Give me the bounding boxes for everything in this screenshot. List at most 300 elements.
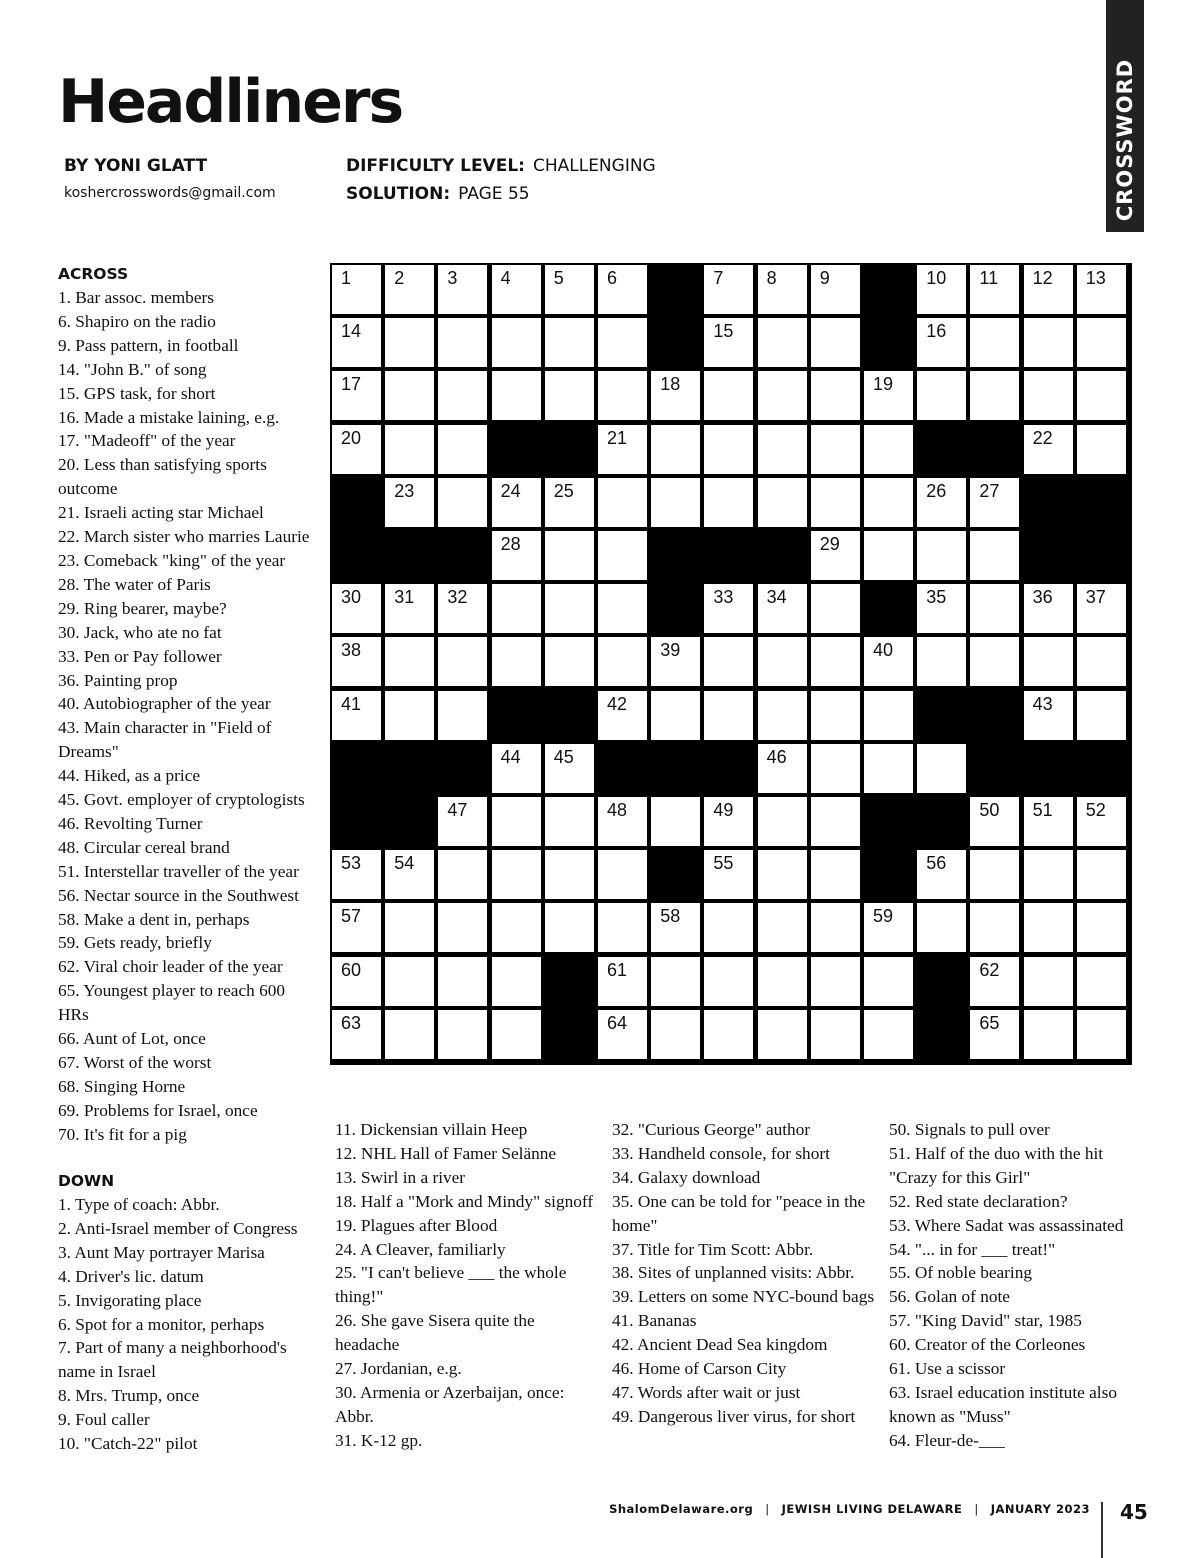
grid-cell[interactable] — [545, 797, 594, 846]
grid-cell[interactable] — [758, 691, 807, 740]
grid-cell[interactable] — [332, 957, 381, 1006]
grid-cell[interactable] — [438, 637, 487, 686]
cell-number: 3 — [447, 268, 458, 288]
grid-cell[interactable] — [864, 744, 913, 793]
clue-item: 1. Type of coach: Abbr. — [58, 1195, 220, 1214]
grid-cell[interactable] — [651, 903, 700, 952]
grid-cell[interactable] — [545, 637, 594, 686]
grid-cell[interactable] — [1024, 584, 1073, 633]
clue-item: 45. Govt. employer of cryptologists — [58, 790, 305, 810]
difficulty-label: DIFFICULTY LEVEL: — [346, 156, 525, 176]
grid-cell[interactable] — [385, 318, 434, 367]
down-clue-list-4 — [889, 1118, 1144, 1453]
across-clue-list — [58, 286, 316, 1147]
grid-cell[interactable] — [385, 957, 434, 1006]
grid-cell[interactable] — [651, 957, 700, 1006]
clue-item: 52. Red state declaration? — [889, 1191, 1068, 1211]
grid-cell[interactable] — [545, 478, 594, 527]
grid-cell[interactable] — [864, 637, 913, 686]
cell-number: 57 — [341, 906, 362, 927]
clue-item: 62. Viral choir leader of the year — [58, 957, 283, 977]
grid-block — [864, 850, 913, 899]
grid-cell[interactable] — [864, 371, 913, 420]
grid-block — [545, 425, 594, 474]
down-header: DOWN — [58, 1172, 115, 1190]
grid-cell[interactable] — [332, 637, 381, 686]
grid-cell[interactable] — [811, 691, 860, 740]
grid-cell[interactable] — [758, 1010, 807, 1059]
grid-block — [1077, 744, 1126, 793]
cell-number: 49 — [713, 800, 734, 820]
grid-cell[interactable] — [651, 797, 700, 846]
grid-block — [385, 531, 434, 580]
grid-block — [917, 797, 966, 846]
grid-cell[interactable] — [385, 371, 434, 420]
grid-cell[interactable] — [492, 478, 541, 527]
grid-cell[interactable] — [598, 371, 647, 420]
cell-number: 47 — [447, 800, 468, 820]
grid-block — [917, 1010, 966, 1059]
grid-cell[interactable] — [811, 318, 860, 367]
clue-item: 26. She gave Sisera quite the headache — [335, 1311, 535, 1355]
grid-cell[interactable] — [651, 1010, 700, 1059]
cell-number: 63 — [341, 1012, 362, 1033]
grid-cell[interactable] — [1024, 371, 1073, 420]
grid-cell[interactable] — [704, 478, 753, 527]
clue-item: 43. Main character in "Field of Dreams" — [58, 718, 272, 762]
grid-cell[interactable] — [492, 531, 541, 580]
grid-cell[interactable] — [917, 371, 966, 420]
grid-cell[interactable] — [651, 691, 700, 740]
grid-cell[interactable] — [1077, 371, 1126, 420]
grid-cell[interactable] — [758, 637, 807, 686]
grid-block — [332, 797, 381, 846]
grid-cell[interactable] — [598, 797, 647, 846]
grid-cell[interactable] — [811, 478, 860, 527]
cell-number: 1 — [341, 268, 352, 288]
clue-item: 38. Sites of unplanned visits: Abbr. — [612, 1263, 855, 1283]
grid-cell[interactable] — [970, 265, 1019, 314]
cell-number: 19 — [873, 374, 894, 395]
grid-block — [651, 850, 700, 899]
cell-number: 64 — [607, 1012, 628, 1033]
clue-item: 54. "... in for ___ treat!" — [889, 1239, 1056, 1259]
clue-item: 69. Problems for Israel, once — [58, 1100, 258, 1120]
grid-cell[interactable] — [492, 797, 541, 846]
grid-cell[interactable] — [545, 531, 594, 580]
cell-number: 44 — [500, 746, 521, 767]
grid-cell[interactable] — [332, 318, 381, 367]
grid-cell[interactable] — [917, 637, 966, 686]
grid-cell[interactable] — [811, 850, 860, 899]
clue-item: 29. Ring bearer, maybe? — [58, 598, 227, 618]
clue-item: 1. Bar assoc. members — [58, 288, 214, 307]
grid-cell[interactable] — [1077, 691, 1126, 740]
clue-item: 10. "Catch-22" pilot — [58, 1434, 198, 1454]
grid-cell[interactable] — [704, 691, 753, 740]
grid-cell[interactable] — [598, 265, 647, 314]
grid-cell[interactable] — [438, 903, 487, 952]
grid-cell[interactable] — [864, 531, 913, 580]
grid-cell[interactable] — [598, 1010, 647, 1059]
cell-number: 58 — [660, 906, 681, 927]
clue-item: 12. NHL Hall of Famer Selänne — [335, 1143, 557, 1163]
grid-cell[interactable] — [704, 318, 753, 367]
grid-cell[interactable] — [332, 265, 381, 314]
cell-number: 2 — [394, 268, 405, 288]
grid-cell[interactable] — [438, 691, 487, 740]
grid-cell[interactable] — [758, 797, 807, 846]
grid-cell[interactable] — [704, 584, 753, 633]
cell-number: 24 — [500, 480, 521, 501]
grid-cell[interactable] — [598, 691, 647, 740]
grid-cell[interactable] — [438, 850, 487, 899]
clue-item: 35. One can be told for "peace in the home" — [612, 1191, 866, 1235]
clue-item: 13. Swirl in a river — [335, 1167, 466, 1187]
grid-cell[interactable] — [545, 318, 594, 367]
grid-block — [545, 957, 594, 1006]
grid-cell[interactable] — [438, 425, 487, 474]
grid-cell[interactable] — [758, 850, 807, 899]
grid-cell[interactable] — [651, 637, 700, 686]
grid-cell[interactable] — [492, 371, 541, 420]
grid-cell[interactable] — [438, 318, 487, 367]
clue-item: 41. Bananas — [612, 1311, 697, 1331]
clue-item: 46. Revolting Turner — [58, 813, 203, 833]
grid-cell[interactable] — [598, 531, 647, 580]
grid-cell[interactable] — [1077, 1010, 1126, 1059]
solution-label: SOLUTION: — [346, 184, 451, 204]
grid-cell[interactable] — [1077, 265, 1126, 314]
grid-cell[interactable] — [704, 1010, 753, 1059]
grid-block — [651, 584, 700, 633]
cell-number: 22 — [1032, 427, 1053, 448]
grid-cell[interactable] — [332, 425, 381, 474]
clue-item: 4. Driver's lic. datum — [58, 1266, 204, 1286]
cell-number: 39 — [660, 640, 681, 661]
grid-cell[interactable] — [1024, 957, 1073, 1006]
grid-cell[interactable] — [970, 584, 1019, 633]
grid-cell[interactable] — [438, 265, 487, 314]
grid-cell[interactable] — [385, 1010, 434, 1059]
grid-block — [970, 425, 1019, 474]
grid-cell[interactable] — [811, 371, 860, 420]
grid-cell[interactable] — [1077, 425, 1126, 474]
clue-item: 28. The water of Paris — [58, 574, 211, 594]
grid-cell[interactable] — [332, 371, 381, 420]
grid-cell[interactable] — [1077, 850, 1126, 899]
grid-cell[interactable] — [332, 691, 381, 740]
grid-cell[interactable] — [545, 850, 594, 899]
grid-cell[interactable] — [704, 265, 753, 314]
difficulty-value: CHALLENGING — [532, 156, 656, 176]
grid-cell[interactable] — [970, 531, 1019, 580]
grid-cell[interactable] — [758, 957, 807, 1006]
grid-block — [1077, 531, 1126, 580]
author-byline: BY YONI GLATT — [64, 156, 208, 176]
grid-cell[interactable] — [864, 425, 913, 474]
grid-cell[interactable] — [917, 265, 966, 314]
clue-item: 42. Ancient Dead Sea kingdom — [612, 1335, 828, 1355]
clue-item: 59. Gets ready, briefly — [58, 933, 212, 953]
clue-item: 70. It's fit for a pig — [58, 1124, 187, 1144]
grid-cell[interactable] — [758, 584, 807, 633]
grid-cell[interactable] — [492, 584, 541, 633]
grid-cell[interactable] — [385, 637, 434, 686]
cell-number: 55 — [713, 853, 734, 874]
grid-cell[interactable] — [758, 265, 807, 314]
grid-cell[interactable] — [1077, 584, 1126, 633]
clue-item: 61. Use a scissor — [889, 1359, 1006, 1379]
grid-cell[interactable] — [598, 957, 647, 1006]
grid-cell[interactable] — [864, 478, 913, 527]
grid-cell[interactable] — [1024, 265, 1073, 314]
clue-item: 56. Nectar source in the Southwest — [58, 885, 299, 905]
cell-number: 32 — [447, 587, 468, 608]
grid-cell[interactable] — [917, 584, 966, 633]
grid-cell[interactable] — [1024, 425, 1073, 474]
clue-item: 20. Less than satisfying sports outcome — [58, 455, 267, 499]
solution-line — [346, 184, 530, 204]
grid-cell[interactable] — [385, 265, 434, 314]
grid-cell[interactable] — [332, 584, 381, 633]
grid-cell[interactable] — [917, 744, 966, 793]
clue-item: 11. Dickensian villain Heep — [335, 1120, 528, 1139]
grid-cell[interactable] — [598, 903, 647, 952]
grid-cell[interactable] — [970, 1010, 1019, 1059]
grid-cell[interactable] — [332, 850, 381, 899]
cell-number: 30 — [341, 587, 362, 608]
grid-cell[interactable] — [1024, 691, 1073, 740]
cell-number: 7 — [713, 268, 724, 288]
cell-number: 33 — [713, 587, 734, 608]
grid-block — [1024, 531, 1073, 580]
grid-cell[interactable] — [758, 371, 807, 420]
grid-cell[interactable] — [758, 318, 807, 367]
grid-cell[interactable] — [1024, 318, 1073, 367]
cell-number: 41 — [341, 693, 362, 714]
grid-cell[interactable] — [864, 1010, 913, 1059]
grid-cell[interactable] — [704, 903, 753, 952]
grid-cell[interactable] — [438, 371, 487, 420]
grid-cell[interactable] — [970, 318, 1019, 367]
grid-cell[interactable] — [917, 903, 966, 952]
cell-number: 6 — [607, 268, 618, 288]
grid-cell[interactable] — [1077, 903, 1126, 952]
clue-item: 57. "King David" star, 1985 — [889, 1311, 1082, 1331]
grid-cell[interactable] — [598, 425, 647, 474]
grid-cell[interactable] — [758, 903, 807, 952]
grid-cell[interactable] — [811, 637, 860, 686]
grid-cell[interactable] — [492, 265, 541, 314]
grid-cell[interactable] — [492, 957, 541, 1006]
grid-cell[interactable] — [545, 744, 594, 793]
grid-cell[interactable] — [438, 584, 487, 633]
grid-cell[interactable] — [1024, 797, 1073, 846]
grid-cell[interactable] — [704, 637, 753, 686]
clue-item: 65. Youngest player to reach 600 HRs — [58, 981, 286, 1025]
grid-cell[interactable] — [970, 957, 1019, 1006]
grid-cell[interactable] — [864, 903, 913, 952]
grid-cell[interactable] — [704, 797, 753, 846]
grid-cell[interactable] — [1024, 903, 1073, 952]
grid-cell[interactable] — [385, 903, 434, 952]
footer-separator: | — [765, 1502, 770, 1516]
grid-cell[interactable] — [438, 1010, 487, 1059]
grid-cell[interactable] — [1077, 637, 1126, 686]
grid-cell[interactable] — [970, 850, 1019, 899]
grid-cell[interactable] — [385, 584, 434, 633]
grid-cell[interactable] — [811, 1010, 860, 1059]
grid-cell[interactable] — [598, 318, 647, 367]
grid-cell[interactable] — [970, 371, 1019, 420]
grid-block — [545, 691, 594, 740]
clue-item: 8. Mrs. Trump, once — [58, 1386, 200, 1406]
grid-cell[interactable] — [545, 584, 594, 633]
grid-cell[interactable] — [970, 797, 1019, 846]
page-footer — [0, 1502, 1090, 1516]
grid-cell[interactable] — [332, 903, 381, 952]
grid-cell[interactable] — [811, 531, 860, 580]
grid-cell[interactable] — [864, 691, 913, 740]
grid-cell[interactable] — [758, 744, 807, 793]
cell-number: 31 — [394, 587, 415, 608]
grid-cell[interactable] — [1077, 797, 1126, 846]
grid-cell[interactable] — [704, 850, 753, 899]
grid-block — [864, 797, 913, 846]
clue-item: 47. Words after wait or just — [612, 1382, 801, 1402]
cell-number: 65 — [979, 1012, 1000, 1033]
clue-item: 60. Creator of the Corleones — [889, 1335, 1086, 1355]
grid-cell[interactable] — [332, 1010, 381, 1059]
clue-item: 40. Autobiographer of the year — [58, 694, 271, 714]
grid-block — [1024, 478, 1073, 527]
grid-cell[interactable] — [970, 637, 1019, 686]
grid-cell[interactable] — [811, 957, 860, 1006]
grid-cell[interactable] — [492, 744, 541, 793]
grid-cell[interactable] — [704, 425, 753, 474]
grid-cell[interactable] — [438, 797, 487, 846]
clue-item: 44. Hiked, as a price — [58, 766, 201, 786]
grid-block — [492, 691, 541, 740]
grid-cell[interactable] — [438, 478, 487, 527]
grid-block — [864, 265, 913, 314]
grid-cell[interactable] — [598, 584, 647, 633]
grid-block — [1077, 478, 1126, 527]
cell-number: 59 — [873, 906, 894, 927]
grid-cell[interactable] — [970, 478, 1019, 527]
clue-item: 30. Armenia or Azerbaijan, once: Abbr. — [335, 1382, 565, 1426]
grid-cell[interactable] — [598, 850, 647, 899]
clue-item: 22. March sister who marries Laurie — [58, 527, 310, 547]
grid-cell[interactable] — [385, 850, 434, 899]
grid-cell[interactable] — [811, 425, 860, 474]
grid-cell[interactable] — [385, 691, 434, 740]
grid-cell[interactable] — [811, 584, 860, 633]
grid-cell[interactable] — [1077, 318, 1126, 367]
grid-cell[interactable] — [651, 371, 700, 420]
cell-number: 26 — [926, 480, 947, 501]
grid-cell[interactable] — [864, 957, 913, 1006]
cell-number: 36 — [1032, 587, 1053, 608]
grid-cell[interactable] — [492, 1010, 541, 1059]
grid-block — [438, 744, 487, 793]
clue-item: 27. Jordanian, e.g. — [335, 1359, 462, 1379]
grid-cell[interactable] — [758, 478, 807, 527]
grid-cell[interactable] — [917, 850, 966, 899]
grid-cell[interactable] — [492, 318, 541, 367]
grid-cell[interactable] — [704, 371, 753, 420]
footer-issue: JANUARY 2023 — [990, 1502, 1090, 1516]
grid-cell[interactable] — [917, 531, 966, 580]
grid-cell[interactable] — [1024, 850, 1073, 899]
grid-block — [917, 957, 966, 1006]
grid-cell[interactable] — [598, 478, 647, 527]
cell-number: 29 — [819, 534, 840, 554]
grid-cell[interactable] — [545, 265, 594, 314]
grid-block — [864, 318, 913, 367]
grid-cell[interactable] — [811, 903, 860, 952]
grid-cell[interactable] — [545, 371, 594, 420]
clue-item: 2. Anti-Israel member of Congress — [58, 1218, 298, 1238]
grid-block — [651, 531, 700, 580]
clue-item: 25. "I can't believe ___ the whole thing!" — [335, 1263, 567, 1307]
down-clue-list-3 — [612, 1118, 878, 1429]
grid-cell[interactable] — [385, 425, 434, 474]
clue-item: 51. Half of the duo with the hit "Crazy for this Girl" — [889, 1143, 1104, 1187]
grid-cell[interactable] — [917, 318, 966, 367]
grid-cell[interactable] — [545, 903, 594, 952]
grid-cell[interactable] — [438, 957, 487, 1006]
grid-cell[interactable] — [970, 903, 1019, 952]
grid-cell[interactable] — [811, 797, 860, 846]
grid-cell[interactable] — [1024, 637, 1073, 686]
grid-cell[interactable] — [651, 478, 700, 527]
clue-item: 64. Fleur-de-___ — [889, 1430, 1005, 1450]
cell-number: 8 — [766, 268, 777, 288]
down-clue-list-2 — [335, 1118, 600, 1453]
cell-number: 23 — [394, 480, 415, 501]
grid-cell[interactable] — [1077, 957, 1126, 1006]
grid-block — [970, 744, 1019, 793]
grid-cell[interactable] — [492, 903, 541, 952]
clue-item: 17. "Madeoff" of the year — [58, 431, 236, 451]
grid-cell[interactable] — [811, 744, 860, 793]
grid-block — [758, 531, 807, 580]
grid-block — [970, 691, 1019, 740]
grid-cell[interactable] — [758, 425, 807, 474]
grid-cell[interactable] — [811, 265, 860, 314]
cell-number: 21 — [607, 427, 628, 448]
cell-number: 10 — [926, 268, 947, 288]
grid-cell[interactable] — [492, 850, 541, 899]
footer-separator: | — [974, 1502, 979, 1516]
clue-item: 19. Plagues after Blood — [335, 1215, 498, 1235]
grid-cell[interactable] — [1024, 1010, 1073, 1059]
grid-cell[interactable] — [651, 425, 700, 474]
clue-item: 21. Israeli acting star Michael — [58, 503, 264, 523]
cell-number: 60 — [341, 959, 362, 980]
grid-cell[interactable] — [492, 637, 541, 686]
grid-block — [864, 584, 913, 633]
cell-number: 13 — [1085, 268, 1106, 288]
grid-cell[interactable] — [917, 478, 966, 527]
clue-item: 33. Handheld console, for short — [612, 1143, 830, 1163]
grid-cell[interactable] — [598, 637, 647, 686]
cell-number: 56 — [926, 853, 947, 874]
grid-cell[interactable] — [704, 957, 753, 1006]
grid-cell[interactable] — [385, 478, 434, 527]
